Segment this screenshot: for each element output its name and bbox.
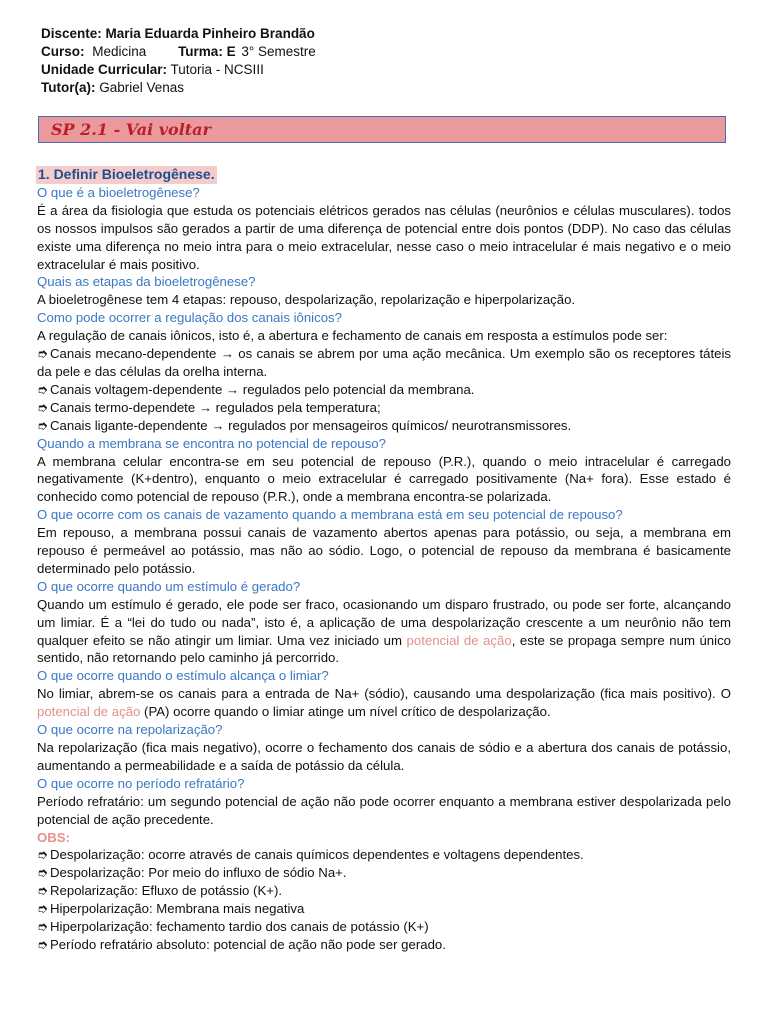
obs-text: Hiperpolarização: fechamento tardio dos canais de potássio (K+)	[50, 919, 429, 935]
unit-label: Unidade Curricular:	[41, 62, 168, 77]
channel-item	[37, 345, 731, 381]
question-7: O que ocorre quando o estímulo alcança o limiar?	[37, 668, 329, 684]
question-9: O que ocorre no período refratário?	[37, 775, 245, 791]
tutor-value: Gabriel Venas	[99, 80, 185, 95]
obs-item	[37, 936, 731, 954]
answer-5: Em repouso, a membrana possui canais de vazamento abertos apenas para potássio, ou seja, a membrana em repouso é permeável ao potássio, mas não ao sódio. Logo, o potencial de repouso da membrana é basicamente determinado pelo potássio.	[37, 525, 731, 576]
answer-4: A membrana celular encontra-se em seu potencial de repouso (P.R.), quando o meio intracelular é carregado negativamente (K+dentro), enquanto o meio extracelular é carregado positivamente (Na+ fora). Esse estado é conhecido como potencial de repouso (P.R.), onde a membrana encontra-se polarizada.	[37, 453, 731, 505]
question-2: Quais as etapas da bioeletrogênese?	[37, 274, 256, 290]
class-label: Turma: E	[178, 44, 236, 59]
answer-2: A bioeletrogênese tem 4 etapas: repouso, despolarização, repolarização e hiperpolarização.	[37, 292, 576, 308]
tutor-row	[41, 79, 316, 97]
course-row	[41, 43, 316, 61]
answer-6-text-end: , este se propaga sempre num único sentido, não retornando pelo caminho já percorrido.	[37, 632, 731, 666]
arrow-icon: ➮	[37, 919, 49, 935]
answer-9: Período refratário: um segundo potencial de ação não pode ocorrer enquanto a membrana estiver despolarizada pelo potencial de ação precedente.	[37, 793, 731, 827]
channel-text: Canais mecano-dependente → os canais se abrem por uma ação mecânica. Um exemplo são os receptores táteis da pele e das células da orelha interna.	[37, 346, 731, 379]
document-body	[37, 166, 731, 954]
arrow-icon: ➮	[37, 883, 49, 899]
document-header	[41, 25, 316, 97]
channel-item	[37, 399, 731, 417]
arrow-icon: ➮	[37, 417, 49, 433]
unit-value: Tutoria - NCSIII	[170, 62, 264, 77]
question-6: O que ocorre quando um estímulo é gerado?	[37, 578, 301, 594]
student-label: Discente: Maria Eduarda Pinheiro Brandão	[41, 26, 315, 41]
arrow-icon: ➮	[37, 399, 49, 415]
channel-text: Canais termo-dependete → regulados pela temperatura;	[50, 399, 381, 415]
question-1: O que é a bioeletrogênese?	[37, 184, 200, 200]
sp-title: SP 2.1 - Vai voltar	[51, 120, 211, 139]
action-potential-highlight: potencial de ação	[37, 704, 141, 720]
question-3: Como pode ocorrer a regulação dos canais iônicos?	[37, 310, 342, 326]
channel-item	[37, 417, 731, 435]
student-row	[41, 25, 316, 43]
obs-text: Despolarização: Por meio do influxo de sódio Na+.	[50, 865, 347, 881]
channel-item	[37, 381, 731, 399]
arrow-icon: ➮	[37, 381, 49, 397]
question-5: O que ocorre com os canais de vazamento quando a membrana está em seu potencial de repouso?	[37, 507, 623, 523]
answer-7-text: No limiar, abrem-se os canais para a entrada de Na+ (sódio), causando uma despolarização (fica mais positivo). O	[37, 686, 731, 702]
arrow-icon: ➮	[37, 901, 49, 917]
answer-6	[37, 596, 731, 668]
answer-7	[37, 685, 731, 721]
obs-item	[37, 882, 731, 900]
unit-row	[41, 61, 316, 79]
obs-text: Período refratário absoluto: potencial de ação não pode ser gerado.	[50, 936, 446, 952]
course-value: Medicina	[92, 44, 147, 59]
channel-text: Canais voltagem-dependente → regulados pelo potencial da membrana.	[50, 381, 475, 397]
answer-7-text-end: (PA) ocorre quando o limiar atinge um nível crítico de despolarização.	[140, 704, 551, 720]
question-8: O que ocorre na repolarização?	[37, 722, 223, 738]
arrow-icon: ➮	[37, 865, 49, 881]
obs-text: Hiperpolarização: Membrana mais negativa	[50, 901, 305, 917]
obs-item	[37, 864, 731, 882]
sp-title-bar	[38, 116, 726, 143]
obs-item	[37, 846, 731, 864]
obs-item	[37, 900, 731, 918]
answer-8: Na repolarização (fica mais negativo), ocorre o fechamento dos canais de sódio e a abertura dos canais de potássio, aumentando a permeabilidade e a saída de potássio da célula.	[37, 740, 731, 773]
arrow-icon: ➮	[37, 346, 49, 362]
course-label: Curso:	[41, 44, 85, 59]
class-value: 3° Semestre	[241, 44, 316, 59]
question-4: Quando a membrana se encontra no potencial de repouso?	[37, 435, 386, 451]
action-potential-highlight: potencial de ação	[406, 632, 512, 648]
channel-text: Canais ligante-dependente → regulados por mensageiros químicos/ neurotransmissores.	[50, 417, 572, 433]
obs-label: OBS:	[37, 829, 70, 845]
section-heading: 1. Definir Bioeletrogênese.	[38, 166, 215, 182]
obs-item	[37, 918, 731, 936]
answer-1: É a área da fisiologia que estuda os potenciais elétricos gerados nas células (neurônios e células musculares). todos os nossos impulsos são gerados a partir de uma diferença de potencial entre dois pontos (DDP). No caso das células existe uma diferença no meio intra para o meio extracelular, nesse caso o meio intracelular é mais negativo e o meio extracelular é mais positivo.	[37, 202, 731, 272]
arrow-icon: ➮	[37, 847, 49, 863]
tutor-label: Tutor(a):	[41, 80, 96, 95]
obs-text: Despolarização: ocorre através de canais químicos dependentes e voltagens dependentes.	[50, 847, 584, 863]
answer-6-text: Quando um estímulo é gerado, ele pode ser fraco, ocasionando um disparo frustrado, ou pode ser forte, alcançando um limiar. É a “lei do tudo ou nada”, isto é, a aplicação de uma despolarização crescente a um neurônio não tem qualquer efeito se não atingir um limiar. Uma vez iniciado um	[37, 596, 731, 648]
obs-text: Repolarização: Efluxo de potássio (K+).	[50, 883, 283, 899]
answer-3: A regulação de canais iônicos, isto é, a abertura e fechamento de canais em resposta a estímulos pode ser:	[37, 328, 668, 344]
arrow-icon: ➮	[37, 936, 49, 952]
